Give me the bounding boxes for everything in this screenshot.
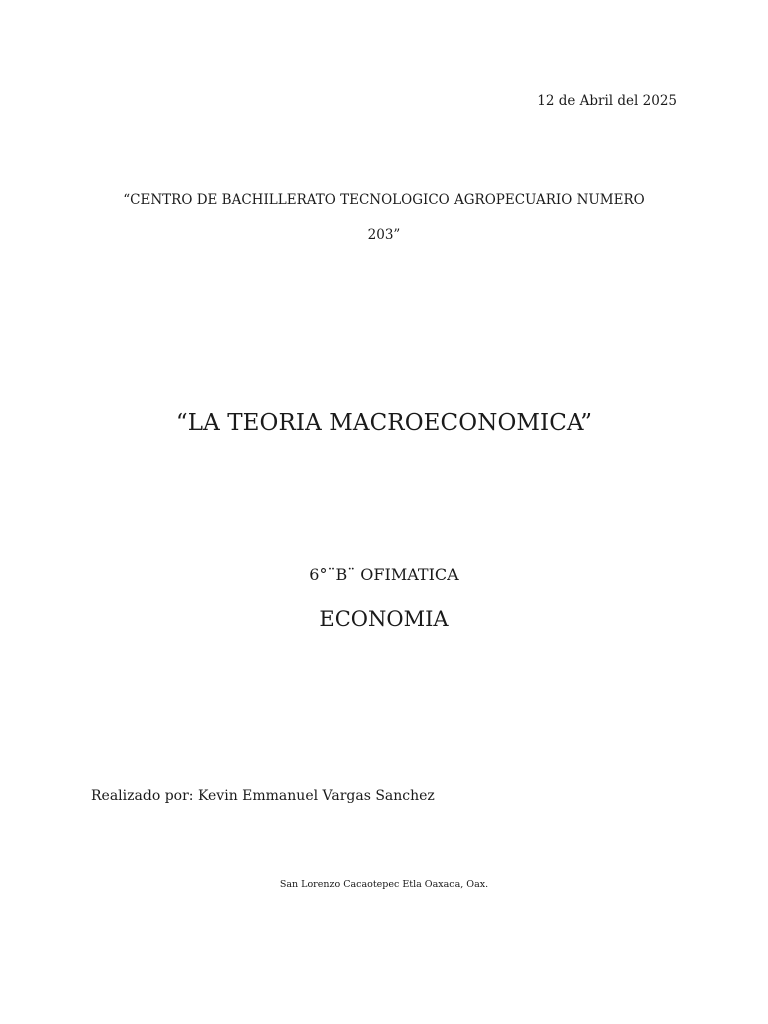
document-title: “LA TEORIA MACROECONOMICA”	[175, 410, 593, 436]
school-name-line-2: 203”	[367, 227, 401, 243]
place-line: San Lorenzo Cacaotepec Etla Oaxaca, Oax.	[279, 879, 489, 890]
document-date: 12 de Abril del 2025	[537, 93, 677, 109]
subject-label: ECONOMIA	[319, 607, 449, 631]
school-name-line-1: “CENTRO DE BACHILLERATO TECNOLOGICO AGROPECUARIO NUMERO	[123, 192, 645, 208]
group-label: 6°¨B¨ OFIMATICA	[309, 565, 459, 584]
author-line: Realizado por: Kevin Emmanuel Vargas Sanchez	[91, 788, 435, 804]
